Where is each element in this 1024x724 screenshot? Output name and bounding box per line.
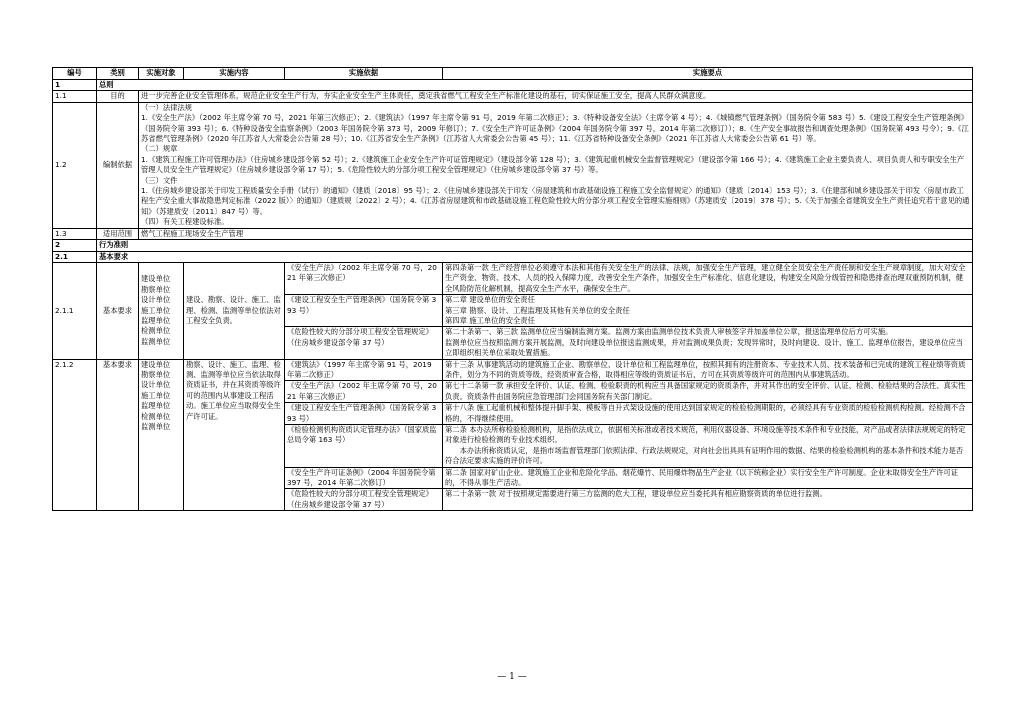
header-key-points: 实施要点 [443, 68, 973, 80]
row-key-point: 第四条第一款 生产经营单位必须遵守本法和其他有关安全生产的法律、法规，加强安全生产管理，建立健全全员安全生产责任制和安全生产规章制度，加大对安全生产资金、物资、技术、人员的投入保障力度，改善安全生产条件，加强安全生产标准化、信息化建设，构建安全风险分级管控和隐患排查治理双重预防机制，健全风险防范化解机制，提高安全生产水平，确保安全生产。 [443, 262, 973, 294]
row-targets: 建设单位 勘察单位 设计单位 施工单位 监理单位 检测单位 监测单位 [139, 262, 184, 359]
basis-heading: （四）有关工程建设标准。 [141, 217, 229, 227]
section-row-1 [53, 80, 973, 91]
row-category: 基本要求 [97, 262, 139, 359]
row-basis: 《安全生产许可证条例》（2004 年国务院令第 397 号，2014 年第二次修订） [285, 467, 443, 489]
row-text: 燃气工程施工现场安全生产管理 [139, 228, 973, 239]
row-basis: 《建设工程安全生产管理条例》（国务院令第 393 号） [285, 295, 443, 327]
table-row [53, 102, 973, 228]
row-number: 1.2 [53, 102, 97, 228]
row-key-point: 第二条 国家对矿山企业、建筑施工企业和危险化学品、烟花爆竹、民用爆炸物品生产企业（以下统称企业）实行安全生产许可制度。企业未取得安全生产许可证的，不得从事生产活动。 [443, 467, 973, 489]
row-category: 基本要求 [97, 359, 139, 511]
row-key-point: 第二十条第一、第三款 监测单位应当编制监测方案。监测方案由监测单位技术负责人审核签字并加盖单位公章，报送监理单位后方可实施。 监测单位应当按照监测方案开展监测，及时向建设单位报送监测成果，并对监测成果负责；发现异常时，及时向建设、设计、施工、监理单位报告，建设单位应当立即组织相关单位采取处置措施。 [443, 327, 973, 359]
row-content: 勘察、设计、施工、监理、检测、监测等单位应当依法取得资质证书，并在其资质等级许可的范围内从事建设工程活动。施工单位应当取得安全生产许可证。 [184, 359, 285, 511]
row-content: 建设、勘察、设计、施工、监理、检测、监测等单位依法对工程安全负责。 [184, 262, 285, 359]
row-category: 目的 [97, 91, 139, 102]
row-category: 编制依据 [97, 102, 139, 228]
row-targets: 建设单位 勘察单位 设计单位 施工单位 监理单位 检测单位 监测单位 [139, 359, 184, 511]
basis-heading: （一）法律法规 [141, 102, 193, 112]
section-number: 1 [53, 80, 97, 91]
basis-heading: （二）规章 [141, 144, 178, 154]
basis-list [139, 102, 973, 228]
row-basis: 《建筑法》（1997 年主席令第 91 号，2019 年第二次修正） [285, 359, 443, 381]
row-basis: 《建设工程安全生产管理条例》（国务院令第 393 号） [285, 403, 443, 425]
row-key-point: 第二章 建设单位的安全责任 第三章 勘察、设计、工程监理及其他有关单位的安全责任 第四章 施工单位的安全责任 [443, 295, 973, 327]
row-number: 1.3 [53, 228, 97, 239]
row-key-point: 第二十条第一款 对于按照规定需要进行第三方监测的危大工程，建设单位应当委托具有相应勘察资质的单位进行监测。 [443, 489, 973, 511]
row-basis: 《危险性较大的分部分项工程安全管理规定》（住房城乡建设部令第 37 号） [285, 489, 443, 511]
basis-paragraph: 1.《住房城乡建设部关于印发工程质量安全手册（试行）的通知》（建质〔2018〕95 号）；2.《住房城乡建设部关于印发〈房屋建筑和市政基础设施工程施工安全监督规定〉的通知》（建质〔2014〕153 号）；3.《住建部和城乡建设部关于印发〈房屋市政工程生产安全重大事故隐患判定标准（2022 版）〉的通知》（建质规〔2022〕2 号）；4.《江苏省房屋建筑和市政基础设施工程危险性较大的分部分项工程安全管理实施细则》（苏建质安〔2019〕378 号）；5.《关于加强全省建筑安全生产责任追究若干意见的通知》（苏建质安〔2011〕847 号）等。 [141, 186, 970, 216]
row-category: 适用范围 [97, 228, 139, 239]
table-header-row [53, 68, 973, 80]
table-row [53, 262, 973, 294]
section-row-2 [53, 240, 973, 251]
row-key-point: 第二条 本办法所称检验检测机构，是指依法成立，依据相关标准或者技术规范，利用仪器设备、环境设施等技术条件和专业技能，对产品或者法律法规规定的特定对象进行检验检测的专业技术组织。 本办法所称资质认定，是指市场监督管理部门依照法律、行政法规规定，对向社会出具具有证明作用的数据、结果的检验检测机构的基本条件和技术能力是否符合法定要求实施的评价许可。 [443, 425, 973, 468]
row-text: 进一步完善企业安全管理体系，规范企业安全生产行为，夯实企业安全生产主体责任，奠定我省燃气工程安全生产标准化建设的基石，切实保证施工安全，提高人民群众满意度。 [139, 91, 973, 102]
section-row-2-1 [53, 251, 973, 262]
header-basis: 实施依据 [285, 68, 443, 80]
row-basis: 《检验检测机构资质认定管理办法》（国家质监总局令第 163 号） [285, 425, 443, 468]
basis-paragraph: 1.《建筑工程施工许可管理办法》（住房城乡建设部令第 52 号）；2.《建筑施工企业安全生产许可证管理规定》（建设部令第 128 号）；3.《建筑起重机械安全监督管理规定》（建设部令第 166 号）；4.《建筑施工企业主要负责人、项目负责人和专职安全生产管理人员安全生产管理规定》（住房城乡建设部令第 17 号）；5.《危险性较大的分部分项工程安全管理规定》（住房城乡建设部令第 37 号）等。 [141, 154, 965, 175]
section-title: 基本要求 [97, 251, 973, 262]
row-basis: 《安全生产法》（2002 年主席令第 70 号，2021 年第三次修正） [285, 381, 443, 403]
section-number: 2 [53, 240, 97, 251]
header-target: 实施对象 [139, 68, 184, 80]
section-title: 总则 [97, 80, 973, 91]
row-number: 1.1 [53, 91, 97, 102]
table-row [53, 359, 973, 381]
row-key-point: 第七十二条第一款 承担安全评价、认证、检测、检验职责的机构应当具备国家规定的资质条件，并对其作出的安全评价、认证、检测、检验结果的合法性、真实性负责。资质条件由国务院应急管理部门会同国务院有关部门制定。 [443, 381, 973, 403]
table-row [53, 228, 973, 239]
regulation-table [52, 67, 973, 511]
header-number: 编号 [53, 68, 97, 80]
row-basis: 《安全生产法》（2002 年主席令第 70 号，2021 年第三次修正） [285, 262, 443, 294]
section-number: 2.1 [53, 251, 97, 262]
page-number: — 1 — [497, 672, 527, 682]
row-basis: 《危险性较大的分部分项工程安全管理规定》（住房城乡建设部令第 37 号） [285, 327, 443, 359]
header-content: 实施内容 [184, 68, 285, 80]
header-category: 类别 [97, 68, 139, 80]
table-row [53, 91, 973, 102]
basis-paragraph: 1.《安全生产法》（2002 年主席令第 70 号，2021 年第三次修正）；2.《建筑法》（1997 年主席令第 91 号，2019 年第二次修正）；3.《特种设备安全法》（主席令第 4 号）；4.《城镇燃气管理条例》（国务院令第 583 号）5.《建设工程安全生产管理条例》（国务院令第 393 号）；6.《特种设备安全监察条例》（2003 年国务院令第 373 号，2009 年修订）；7.《安全生产许可证条例》（2004 年国务院令第 397 号，2014 年第二次修订））；8.《生产安全事故报告和调查处理条例》（国务院第 493 号令）；9.《江苏省燃气管理条例》（2020 年江苏省人大常委会公告第 28 号）；10.《江苏省安全生产条例》（江苏省人大常委会公告第 45 号）；11.《江苏省特种设备安全条例》（2021 年江苏省人大常委会公告第 61 号）等。 [141, 113, 969, 144]
row-number: 2.1.2 [53, 359, 97, 511]
section-title: 行为准则 [97, 240, 973, 251]
basis-heading: （三）文件 [141, 175, 178, 185]
row-key-point: 第十八条 施工起重机械和整体提升脚手架、模板等自升式架设设施的使用达到国家规定的检验检测期限的，必须经具有专业资质的检验检测机构检测。经检测不合格的，不得继续使用。 [443, 403, 973, 425]
row-number: 2.1.1 [53, 262, 97, 359]
row-key-point: 第十三条 从事建筑活动的建筑施工企业、勘察单位、设计单位和工程监理单位，按照其拥有的注册资本、专业技术人员、技术装备和已完成的建筑工程业绩等资质条件，划分为不同的资质等级，经资质审查合格，取得相应等级的资质证书后，方可在其资质等级许可的范围内从事建筑活动。 [443, 359, 973, 381]
